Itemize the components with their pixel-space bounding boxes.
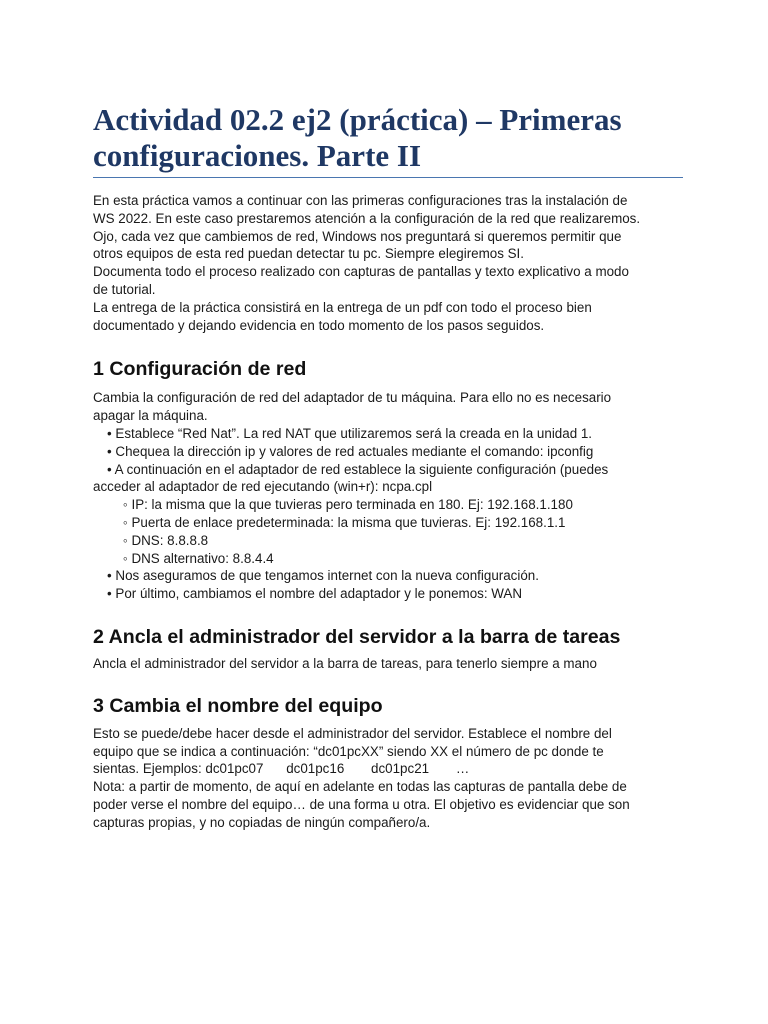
sub-bullet-item: ◦ IP: la misma que la que tuvieras pero terminada en 180. Ej: 192.168.1.180 [123,497,573,513]
section-3-body [93,725,683,832]
note-line: Nota: a partir de momento, de aquí en adelante en todas las capturas de pantalla debe de [93,779,627,795]
examples-line [93,760,683,778]
note-line: capturas propias, y no copiadas de ningún compañero/a. [93,814,431,830]
bullet-item: • Por último, cambiamos el nombre del adaptador y le ponemos: WAN [107,586,523,602]
examples-label: sientas. Ejemplos: dc01pc07 [93,761,264,777]
section-2-heading: 2 Ancla el administrador del servidor a la barra de tareas [93,625,621,648]
sub-bullet-item: ◦ DNS alternativo: 8.8.4.4 [123,550,274,566]
title-line-2: configuraciones. Parte II [93,138,422,173]
example-ellipsis: … [455,761,470,777]
intro-line: La entrega de la práctica consistirá en la entrega de un pdf con todo el proceso bien [93,299,592,315]
bullet-item: • Chequea la dirección ip y valores de red actuales mediante el comando: ipconfig [107,443,594,459]
section-2-paragraph: Ancla el administrador del servidor a la barra de tareas, para tenerlo siempre a mano [93,655,597,671]
section-1-para-line: Cambia la configuración de red del adaptador de tu máquina. Para ello no es necesario [93,390,612,406]
sub-bullet-item: ◦ Puerta de enlace predeterminada: la misma que tuvieras. Ej: 192.168.1.1 [123,514,566,530]
sub-bullet-item: ◦ DNS: 8.8.8.8 [123,532,209,548]
intro-line: Documenta todo el proceso realizado con capturas de pantallas y texto explicativo a modo [93,264,629,280]
document-content [93,102,683,832]
section-1-heading: 1 Configuración de red [93,358,307,381]
bullet-item: • Nos aseguramos de que tengamos internet con la nueva configuración. [107,568,539,584]
title-line-1: Actividad 02.2 ej2 (práctica) – Primeras [93,102,622,137]
intro-line: Ojo, cada vez que cambiemos de red, Windows nos preguntará si queremos permitir que [93,228,622,244]
page-title [93,102,683,178]
intro-line: WS 2022. En este caso prestaremos atención a la configuración de la red que realizaremos. [93,210,641,226]
example-name: dc01pc21 [371,761,430,777]
section-1-para-line: apagar la máquina. [93,408,208,424]
section-3-line: equipo que se indica a continuación: “dc01pcXX” siendo XX el número de pc donde te [93,743,604,759]
intro-line: En esta práctica vamos a continuar con las primeras configuraciones tras la instalación de [93,193,628,208]
bullet-item-continuation: acceder al adaptador de red ejecutando (win+r): ncpa.cpl [93,479,433,495]
note-line: poder verse el nombre del equipo… de una forma u otra. El objetivo es evidenciar que son [93,796,630,812]
bullet-item: • A continuación en el adaptador de red establece la siguiente configuración (puedes [107,461,609,477]
section-3-line: Esto se puede/debe hacer desde el administrador del servidor. Establece el nombre del [93,725,612,741]
intro-line: otros equipos de esta red puedan detectar tu pc. Siempre elegiremos SI. [93,246,524,262]
section-1-body [93,389,683,603]
intro-line: documentado y dejando evidencia en todo momento de los pasos seguidos. [93,317,545,333]
section-3-heading: 3 Cambia el nombre del equipo [93,694,383,717]
intro-line: de tutorial. [93,281,156,297]
intro-paragraph [93,192,683,334]
example-name: dc01pc16 [286,761,345,777]
bullet-item: • Establece “Red Nat”. La red NAT que utilizaremos será la creada en la unidad 1. [107,425,593,441]
